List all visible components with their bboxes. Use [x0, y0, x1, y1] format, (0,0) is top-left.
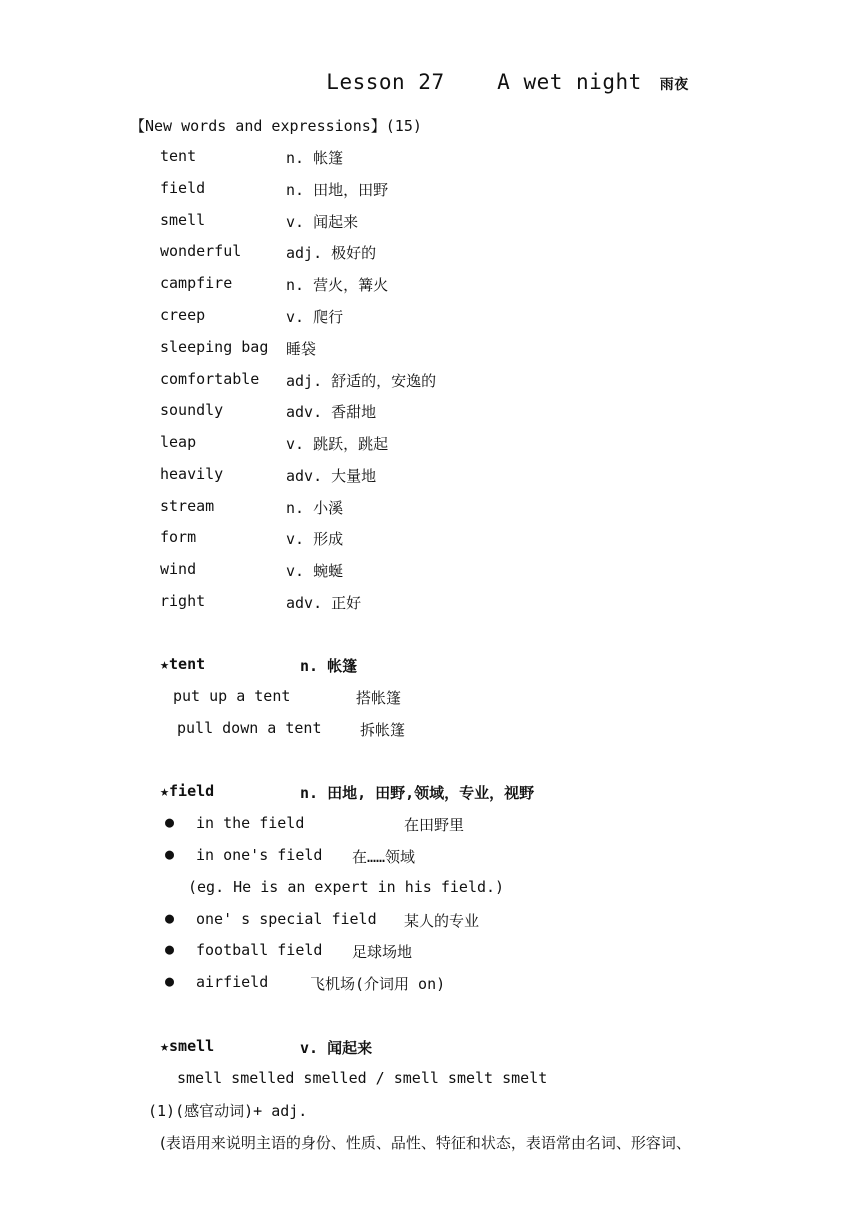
- bullet-icon: ●: [165, 845, 175, 863]
- vocab-word: campfire: [160, 274, 233, 292]
- vocab-def: v. 跳跃，跳起: [286, 435, 389, 453]
- tent-heading: ★tent: [160, 655, 206, 673]
- vocab-def: adv. 正好: [286, 594, 362, 612]
- bullet-icon: ●: [165, 940, 175, 958]
- vocab-def: v. 爬行: [286, 308, 344, 326]
- lesson-name: A wet night: [497, 70, 642, 94]
- vocab-word: heavily: [160, 465, 224, 483]
- phrase-en: put up a tent: [173, 687, 291, 705]
- bullet-icon: ●: [165, 909, 175, 927]
- vocab-word: smell: [160, 211, 206, 229]
- vocab-word: form: [160, 528, 197, 546]
- vocab-def: adj. 舒适的，安逸的: [286, 372, 437, 390]
- field-heading: ★field: [160, 782, 215, 800]
- vocab-def: 睡袋: [286, 340, 317, 358]
- vocab-word: wind: [160, 560, 197, 578]
- phrase-en: in one's field: [196, 846, 323, 864]
- phrase-cn: 搭帐篷: [356, 689, 402, 707]
- example-sentence: (eg. He is an expert in his field.): [188, 878, 505, 896]
- phrase-en: airfield: [196, 973, 269, 991]
- smell-heading: ★smell: [160, 1037, 215, 1055]
- vocab-def: v. 形成: [286, 530, 344, 548]
- phrase-en: pull down a tent: [177, 719, 322, 737]
- lesson-title: [300, 46, 689, 94]
- lesson-number: Lesson 27: [326, 70, 445, 94]
- usage-point: (1)(感官动词)+ adj.: [148, 1102, 308, 1120]
- field-pos: n. 田地, 田野,领域，专业，视野: [300, 784, 535, 802]
- vocab-word: stream: [160, 497, 215, 515]
- bullet-icon: ●: [165, 972, 175, 990]
- vocab-word: comfortable: [160, 370, 260, 388]
- vocab-def: v. 蜿蜒: [286, 562, 344, 580]
- vocab-def: n. 帐篷: [286, 149, 344, 167]
- phrase-cn: 某人的专业: [404, 912, 480, 930]
- usage-note: (表语用来说明主语的身份、性质、品性、特征和状态，表语常由名词、形容词、: [160, 1134, 691, 1152]
- vocab-def: adv. 大量地: [286, 467, 377, 485]
- verb-forms: smell smelled smelled / smell smelt smelt: [177, 1069, 548, 1087]
- phrase-en: football field: [196, 941, 323, 959]
- vocab-word: right: [160, 592, 206, 610]
- phrase-cn: 在……领域: [352, 848, 416, 866]
- smell-pos: v. 闻起来: [300, 1039, 373, 1057]
- vocab-word: field: [160, 179, 206, 197]
- phrase-cn: 飞机场(介词用 on): [310, 975, 446, 993]
- phrase-cn: 拆帐篷: [360, 721, 406, 739]
- phrase-en: one' s special field: [196, 910, 377, 928]
- vocab-word: wonderful: [160, 242, 242, 260]
- section-heading: 【New words and expressions】(15): [130, 117, 422, 135]
- vocab-word: sleeping bag: [160, 338, 269, 356]
- vocab-word: soundly: [160, 401, 224, 419]
- vocab-def: n. 田地，田野: [286, 181, 389, 199]
- vocab-word: creep: [160, 306, 206, 324]
- bullet-icon: ●: [165, 813, 175, 831]
- phrase-en: in the field: [196, 814, 305, 832]
- phrase-cn: 足球场地: [352, 943, 413, 961]
- phrase-cn: 在田野里: [404, 816, 465, 834]
- tent-pos: n. 帐篷: [300, 657, 358, 675]
- vocab-word: leap: [160, 433, 197, 451]
- vocab-def: v. 闻起来: [286, 213, 359, 231]
- vocab-word: tent: [160, 147, 197, 165]
- lesson-name-cn: 雨夜: [659, 77, 689, 93]
- vocab-def: adv. 香甜地: [286, 403, 377, 421]
- vocab-def: adj. 极好的: [286, 244, 377, 262]
- vocab-def: n. 小溪: [286, 499, 344, 517]
- vocab-def: n. 营火，篝火: [286, 276, 389, 294]
